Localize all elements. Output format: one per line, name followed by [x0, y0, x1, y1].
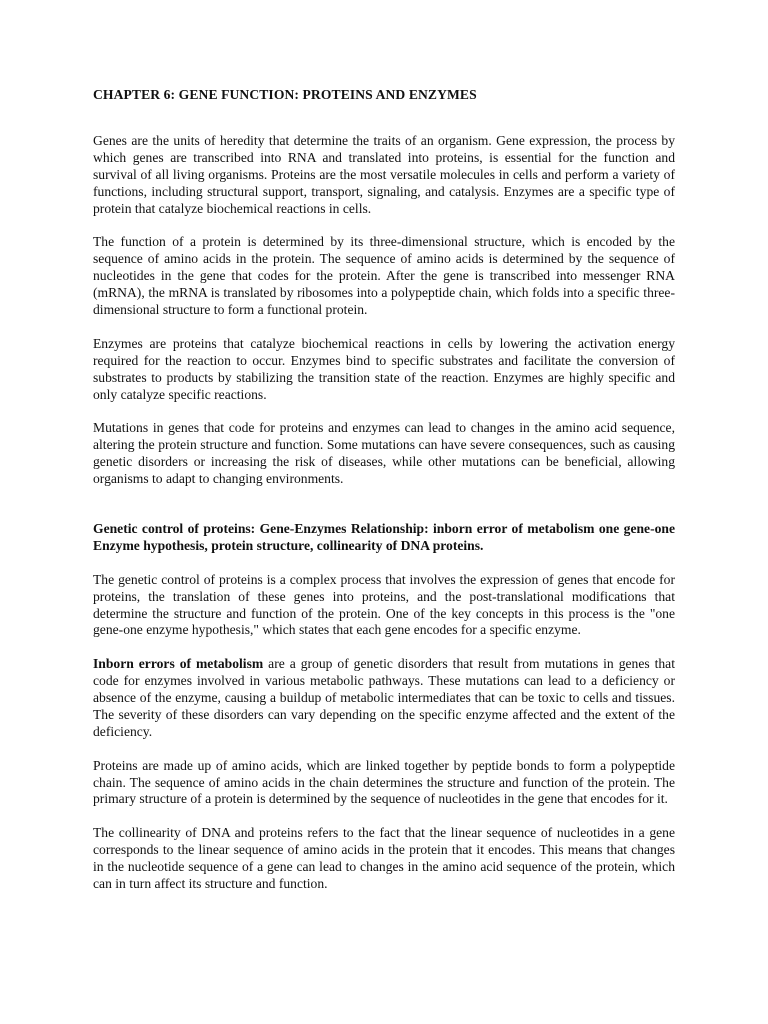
document-page	[93, 86, 675, 910]
chapter-title: CHAPTER 6: GENE FUNCTION: PROTEINS AND ENZYMES	[93, 87, 477, 102]
inborn-errors-paragraph	[93, 656, 675, 741]
section-paragraph-4: The collinearity of DNA and proteins refers to the fact that the linear sequence of nucleotides in a gene corresponds to the linear sequence of amino acids in the protein that it encodes. This means that changes in the nucleotide sequence of a gene can lead to changes in the amino acid sequence of the protein, which can in turn affect its structure and function.	[93, 825, 675, 891]
section-paragraph-3: Proteins are made up of amino acids, which are linked together by peptide bonds to form a polypeptide chain. The sequence of amino acids in the chain determines the structure and function of the protein. The primary structure of a protein is determined by the sequence of nucleotides in the gene that encodes for it.	[93, 757, 675, 807]
intro-paragraph-3: Enzymes are proteins that catalyze biochemical reactions in cells by lowering the activation energy required for the reaction to occur. Enzymes bind to specific substrates and facilitate the conversion of substrates to products by stabilizing the transition state of the reaction. Enzymes are highly specific and only catalyze specific reactions.	[93, 335, 675, 402]
inborn-errors-text: are a group of genetic disorders that result from mutations in genes that code for enzymes involved in various metabolic pathways. These mutations can lead to a deficiency or absence of the enzyme, causing a buildup of metabolic intermediates that can be toxic to cells and tissues. The severity of these disorders can vary depending on the specific enzyme affected and the extent of the deficiency.	[93, 656, 675, 739]
section-heading: Genetic control of proteins: Gene-Enzymes Relationship: inborn error of metabolism one gene-one Enzyme hypothesis, protein structure, collinearity of DNA proteins.	[93, 520, 675, 553]
intro-paragraph-1: Genes are the units of heredity that determine the traits of an organism. Gene expression, the process by which genes are transcribed into RNA and translated into proteins, is essential for the function and survival of all living organisms. Proteins are the most versatile molecules in cells and perform a variety of functions, including structural support, transport, signaling, and catalysis. Enzymes are a specific type of protein that catalyze biochemical reactions in cells.	[93, 133, 675, 216]
inborn-errors-term: Inborn errors of metabolism	[93, 656, 264, 672]
intro-paragraph-2: The function of a protein is determined by its three-dimensional structure, which is encoded by the sequence of amino acids in the protein. The sequence of amino acids is determined by the sequence of nucleotides in the gene that codes for the protein. After the gene is transcribed into messenger RNA (mRNA), the mRNA is translated by ribosomes into a polypeptide chain, which folds into a specific three-dimensional structure to form a functional protein.	[93, 234, 675, 318]
section-paragraph-1: The genetic control of proteins is a complex process that involves the expression of genes that encode for proteins, the translation of these genes into proteins, and the post-translational modifications that determine the structure and function of the protein. One of the key concepts in this process is the "one gene-one enzyme hypothesis," which states that each gene encodes for a specific enzyme.	[93, 571, 675, 638]
intro-paragraph-4: Mutations in genes that code for proteins and enzymes can lead to changes in the amino acid sequence, altering the protein structure and function. Some mutations can have severe consequences, such as causing genetic disorders or increasing the risk of diseases, while other mutations can be beneficial, allowing organisms to adapt to changing environments.	[93, 420, 675, 487]
